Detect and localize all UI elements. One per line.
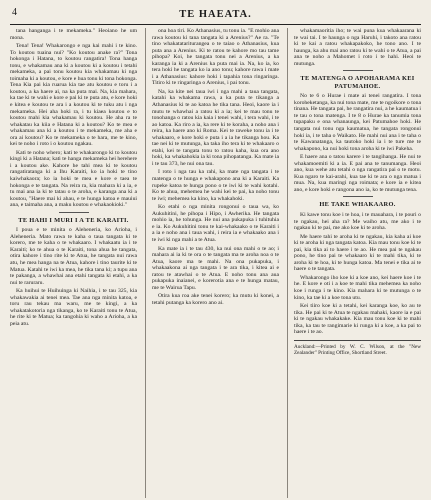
masthead-title: TE HAEATA. <box>179 8 252 20</box>
paragraph: I poua e te minita o Aleheneria, ko Arioha, i Aleheneria. Mato rawa te kaha o taua tangata ki te korero, me te kaha o te whakaaro. I whakaatu ia i te Karaiti; ko te ahua o te Karaiti, tona ahua he tangata, otira kahore i tino rite ki te Atua, he tangata nui rawa atu, he mea hanga na te Atua, kahore i tino taurite ki te Matua. Katahi te iwi ka mea, he tika tana ki; a tupu ana te pakanga, a whawhai ana etahi tangata ki etahi, a ka nui te raruraru. <box>10 227 137 286</box>
columns <box>10 28 421 498</box>
paragraph: Whakarongo iho koe ki a koe ano, kei haere koe i te he. E kore e oti i a koe te mahi tika mehemea ka noho koe i runga i te kino. Kia mahara ki te mutunga o te kino, ka tae ki a koe tona utu. <box>294 274 421 301</box>
paragraph: ona hoa tiri. Ko Athanasius, tu tonu ia. "E mohio ana rawa koutou ki tana tangata ki a Arenius?" Ae ra. "Te tino whakatatariturangea o te taiao o Athanasius, kua puta ana a Arenius. Ki te ratou te kahore mo tau tame pihopa? Koi, he tangata tonu nei a Arenius, a ka karanga ia ki a Arenius ka puta mai ia. Na, ko ia, ko tera hoki he tangata ko ia ano tonu; kahore rawa i mate i a Athanasius: kahore hoki i tapahia tona ringaringa. Titiro ki te ringaringa o Arenius, i pai tonu. <box>152 28 279 87</box>
header-rule <box>10 24 421 25</box>
paragraph: Ko etahi o nga minita rongonui o taua wa, ko Aukuhitini, he pihopa i Hipo, i Awherika. He tangata mohio ia, he tohunga. He nui ana pukapuka i tuhituhia e ia. Ko Aukuhitini tonu te kai-whakaako o te Karaiti i a ia e noho ana i taua wahi, i reira ia e whakaako ana i te iwi ki nga mahi a te Atua. <box>152 204 279 243</box>
paragraph: Kati te noho whero; kati te whakarongo ki to koutou kingi ki a Hatana; kati te hanga mekameka hei herehere i a koutou ake. Kahore he tahi mea ki te koutou rangatiratanga ki a Ihu Karaiti, ko ia hoki te tino kaiwhakaora; ko ia hoki te mea e kore e taea te hokonga e te tangata. Na reira ra, kia mahara ki a ia, e tu mai ana ia ki te tatau o te aroha, e karanga ana ki a koutou, "Haere mai ki ahau, e te hunga katoa e mauiui ana, e taimaha ana, a maku koutou e whakaokioki." <box>10 149 137 209</box>
paragraph: tana hanganga i te mekameka." Heoiano he um mona. <box>10 28 137 41</box>
paragraph: Kei tiiro koe ki a tetahi, kei karanga koe, ko au te tika. He pai ki te Atua te ngakau mahaki, kaore ia e pai ki te ngakau whakakake. Kia mau tonu koe ki te mahi tika, ka tau te rangimarie ki runga ki a koe, a ka pai to haere i te ao. <box>294 303 421 336</box>
paragraph: Na, ka kite nei taua iwi i nga mahi a taua tangata, katahi ka whakama rawa, a ka puta te tikanga a Athanasius ki te ao katoa he tika tana. Heoi, kaore ia i mutu te whawhai a ratou ki a ia; kei te mau tonu te tonohanga o ratou kia kaia i tenei wahi, i tera wahi, i te ao katoa. Ka riro a ia, ka rere ki te koraha, a noho ana i reira, ka haere ano ki Roma. Kei te raweke tonu ia i te whakaaro, e kore hoki e puta i a ia he tikanga hou. Ka tae nei ki te mutunga, ka taka iho tera ki te whakaaro o etahi, kei te tangata tonu to ratou kaha, kua ora ano hoki, ka whakahokia ia ki tona pihopatanga. Ka mate ia i te tau 373, he nui ona tau. <box>152 88 279 167</box>
section-heading: HE TAKE WHAKAARO. <box>319 201 396 209</box>
section-heading: TE MATENGA O APOHARAMA KEI PATUMAHOE. <box>300 75 415 90</box>
column-right <box>287 28 421 498</box>
page-number: 4 <box>12 7 17 18</box>
paragraph: whakamaoritia iho; te wai puna kua whakaarana ki te wai tai. I te haunga o nga Haruhi, i takoto ana ratou ki te kai a ratou whakapakoko, he tono ano. I te haunga, ka ahu mai ano ratou ki te wahi o te Atua, a pai ana te noho a Mahomet i roto i te hahi. Heoi te mutunga. <box>294 28 421 67</box>
section-divider <box>343 196 373 197</box>
page-header <box>10 6 421 22</box>
paragraph: Otira kua roa ake tenei korero; ka mutu ki konei, a tetahi putanga ka korero ano ai. <box>152 293 279 306</box>
paragraph: I roto i nga tau ka rahi, ka mate nga tangata i te matenga o te hunga e whakapono ana ki a Karaiti. Ka rupeke katoa te hunga pono o te iwi ki te wahi kotahi. Ko te ahua, mehemea he wahi kei te pai, ka noho tonu te iwi; mehemea ka kino, ka whakahoki. <box>152 169 279 202</box>
paragraph: Ki kawe tonu koe i te hoa, i te mauahara, i te pouri o te ngakau, hei aha ra? Me waiho atu, me ako i te ngakau ki te pai, me ako koe ki te aroha. <box>294 211 421 232</box>
column-middle <box>145 28 279 498</box>
paragraph: E haere ana o tatou karere i te tangihanga. He nui te whakamoemiti ki a ia. E pai ana te tanumanga. Heoi ano, kua wehe atu tetahi o nga rangatira pai o te motu. Kua ngaro te kai-arahi, kua tae ki te ara o nga matua i mua. Na, kua maringi nga roimata; e kore ia e kitea ano, e kore hoki e rangona ano ia, ko te mutunga tena. <box>294 154 421 193</box>
section-divider <box>59 212 89 213</box>
section-heading: TE HAHI I MURI I A TE KARAITI. <box>18 216 129 224</box>
column-left <box>10 28 137 498</box>
paragraph: No te 6 o Hurae i mate ai tenei rangatira. I tona koroheketanga, ka nui tona mate, me te ngoikore o tona tinana. He tangata pai, he rangatira nui, a he kaumatua i te tau o tona matenga. I te 8 o Hurae ka tanumia tona tupapaku e ona whanaunga, kei Patumahoe hoki. He tangata nui tonu nga kaumatua, he tangata rongonui hoki ia, i te taha o Waikato. He mahi nui ana i te taha o te Kawanatanga, ka tautoko hoki ia i te ture me te whakapono, ka nui hoki tona aroha ki te iwi Pakeha. <box>294 93 421 152</box>
printer-imprint: Auckland:—Printed by W. C. Wilson, at the "New Zealander" Printing Office, Shortland Street. <box>294 340 421 356</box>
paragraph: Me haere tahi te aroha ki te ngakau, kia kaha ai koe ki te aroha ki nga tangata katoa. Kia mau tonu koe ki te pai, kia tika ai to haere i te ao. He mea pai te ngakau pono, he tino pai te whakaaro ki te mahi tika, ki te aroha ki te hoa, ki te hunga katoa. Ma tenei e tika ai te haere o te tangata. <box>294 233 421 273</box>
paragraph: Ka huihui te Huihuinga ki Naihia, i te tau 325, kia whakawakia ai tenei mea. Tae ana nga minita katoa, e toru rau tekau ma waru, me te kingi, a ka whakatakotoria nga tikanga, ko te Karaiti tonu te Atua, he rite ki te Matua; ka tangohia ki waho a Arioha, a ka peia atu. <box>10 288 137 327</box>
paragraph: Tena! Tena! Whakarongo e nga kai mahi i te kino. To koutou tuaina nui? "Ko koutou anake ra?" Tona hokonga i Hatana, to koutou rangatira! Tona hanga tonu, e whakamau ana ki a koutou ki a koutou i tetahi mekameka, a pai tonu koutou kia whakamau ki nga toimaha ki a koutou, e kore e hua tonu ki tona hokonga. Tena Kia pai kia ruarua kia tae atu koutou e toru i a koutou, a ka haere ai, na ka puta mai. Na, kia mahara, ka tae ki te wahi e kore e pai ki te puta atu, e kore hoki e kitea e koutou te ara i a koutou ki te tuku atu i nga mekameka. Hei aha hoki ra, i tu kiaea koutou e to koutou mahi kia whakamau ki koutou. He aha ra te whakatau ka kiia e Hatana ki a koutou? Ko te mea e whakamau ana ki a koutou i te mekameka, me aha e ora ai koutou? Ko te mekameka o te hara, me te kino, kei te noho i roto i o koutou ngakau. <box>10 43 137 148</box>
section-divider <box>343 70 373 71</box>
paragraph: Ka mate ia i te tau 430, ka nui ona mahi o te ao; i mahara ai ia ki te ora o te tangata ma te aroha noa o te Atua, kaore ma te mahi. Na ona pukapuka, i whakaakona ai nga tangata i te ara tika, i kitea ai e ratou te atawhai o te Atua. E noho tonu ana aua pukapuka inaianei, e korerotia ana e te hunga matau, me te Wairua Tapu. <box>152 245 279 291</box>
